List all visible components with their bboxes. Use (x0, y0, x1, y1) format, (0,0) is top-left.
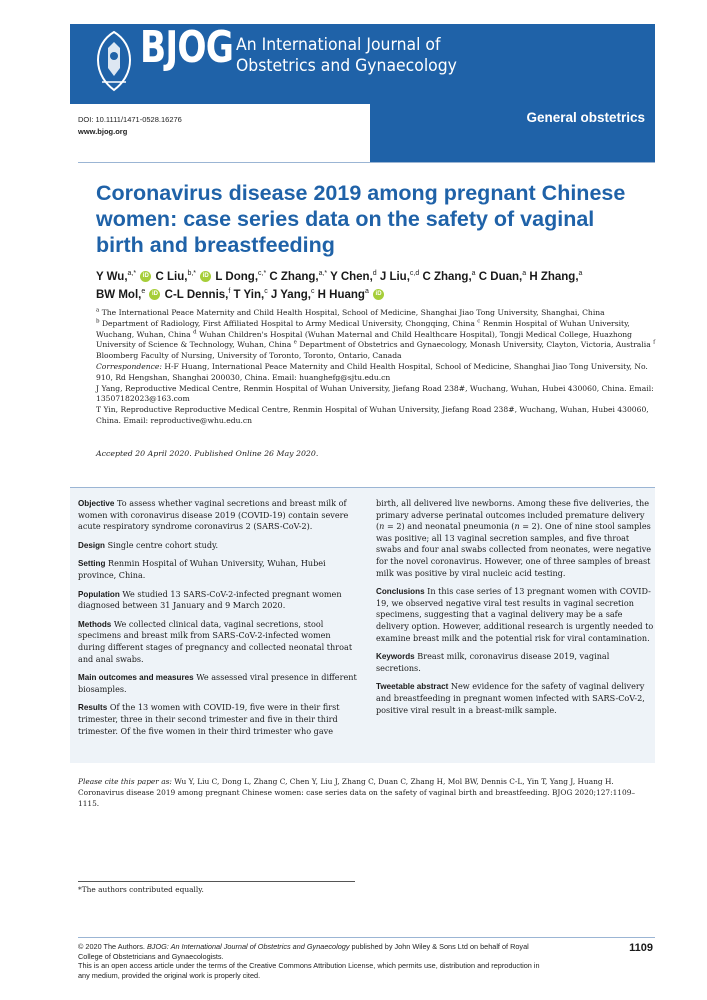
author-line-1 (96, 268, 656, 286)
abstract-outcomes: Main outcomes and measures We assessed viral presence in different biosamples. (78, 672, 357, 694)
abstract-conclusions: Conclusions In this case series of 13 pregnant women with COVID-19, we observed negative viral test results in vaginal secretion specimens, suggesting that a vaginal delivery may be a safe delivery option. However, additional research is urgently needed to examine breast milk and the potential risk for viral contamination. (376, 586, 654, 643)
author: C Zhang,$^{a,*}$ (269, 270, 328, 283)
website-link[interactable]: www.bjog.org (78, 127, 128, 136)
doi[interactable]: DOI: 10.1111/1471-0528.16276 (78, 115, 182, 124)
section-banner (370, 104, 655, 162)
abstract-right-column (376, 498, 654, 723)
footer-divider (78, 937, 655, 938)
author-list (96, 268, 656, 304)
author-line-2 (96, 286, 656, 304)
abstract-tweetable: Tweetable abstract New evidence for the safety of vaginal delivery and breastfeeding in pregnant women infected with SARS-CoV-2, positive viral result in a breast-milk sample. (376, 681, 645, 715)
author: Y Wu,$^{a,*}$ (96, 270, 137, 283)
license-text: This is an open access article under the terms of the Creative Commons Attribution License, which permits use, distribution and reproduction in any medium, provided the original work is properly cited. (78, 961, 540, 980)
citation: Please cite this paper as: Wu Y, Liu C, Dong L, Zhang C, Chen Y, Liu J, Zhang C, Duan C, Zhang H, Mol BW, Dennis C-L, Yin T, Yang J, Huang H. Coronavirus disease 2019 among pregnant Chinese women: case series data on the safety of vaginal birth and breastfeeding. BJOG 2020;127:1109–1115. (78, 777, 636, 808)
abstract-left-column (78, 498, 358, 744)
copyright: © 2020 The Authors. BJOG: An International Journal of Obstetrics and Gynaecology published by John Wiley & Sons Ltd on behalf of Royal College of Obstetricians and Gynaecologists. This is an open access article under the terms of the Creative Commons Attribution License, which permits use, distribution and reproduction in any medium, provided the original work is properly cited. (78, 942, 540, 980)
abstract-design: Design Single centre cohort study. (78, 539, 219, 550)
accepted-date: Accepted 20 April 2020. Published Online 26 May 2020. (96, 449, 319, 458)
correspondence: Correspondence: H-F Huang, International Peace Maternity and Child Health Hospital, School of Medicine, Shanghai Jiao Tong University, No. 910, Rd Hengshan, Shanghai 200030, China. Email: huanghefg@sjtu.edu.cn (96, 361, 648, 382)
abstract-population: Population We studied 13 SARS-CoV-2-infected pregnant women diagnosed between 31 January and 9 March 2020. (78, 588, 342, 611)
author: Y Chen,$^d$ (330, 270, 377, 283)
footnote-divider (78, 881, 355, 882)
abstract-setting: Setting Renmin Hospital of Wuhan University, Wuhan, Hubei province, China. (78, 558, 326, 580)
abstract-results-continued: birth, all delivered live newborns. Among these five deliveries, the primary adverse perinatal outcomes included premature delivery (n = 2) and neonatal pneumonia (n = 2). One of nine stool samples was positive; all 13 vaginal secretion samples, and five throat swabs and four anal swabs collected from neonates, were negative for the novel coronavirus. However, one of three samples of breast milk was positive by viral nucleic acid testing. (376, 498, 652, 578)
correspondence: J Yang, Reproductive Medical Centre, Renmin Hospital of Wuhan University, Jiefang Road 238#, Wuchang, Wuhan, Hubei 430060, China. Email: 13507182023@163.com (96, 383, 654, 404)
header-divider (78, 162, 655, 163)
abstract-box (70, 487, 655, 763)
abstract-methods: Methods We collected clinical data, vaginal secretions, stool specimens and breast milk from SARS-CoV-2-infected women during different stages of pregnancy and collected neonatal throat and anal swabs. (78, 618, 353, 664)
author: BW Mol,$^e$ (96, 288, 146, 301)
page-number: 1109 (629, 942, 653, 954)
author: H Zhang,$^a$ (529, 270, 583, 283)
orcid-icon[interactable]: iD (149, 289, 160, 300)
article-title: Coronavirus disease 2019 among pregnant Chinese women: case series data on the safety of vaginal birth and breastfeeding (96, 181, 626, 257)
abstract-objective: Objective To assess whether vaginal secretions and breast milk of women with coronavirus disease 2019 (COVID-19) contain severe acute respiratory syndrome coronavirus 2 (SARS-CoV-2). (78, 498, 349, 532)
author: L Dong,$^{c,*}$ (215, 270, 267, 283)
author: C Liu,$^{b,*}$ (155, 270, 197, 283)
author: J Liu,$^{c,d}$ (379, 270, 420, 283)
section-label: General obstetrics (526, 110, 645, 125)
affiliations: $^a$ The International Peace Maternity and Child Health Hospital, School of Medicine, Shanghai Jiao Tong University, Shanghai, China $^b$ Department of Radiology, First Affiliated Hospital to Army Medical University, Chongqing, China $^c$ Renmin Hospital of Wuhan University, Wuchang, Wuhan, China $^d$ Wuhan Children's Hospital (Wuhan Maternal and Child Healthcare Hospital), Tongji Medical College, Huazhong University of Science & Technology, Wuhan, China $^e$ Department of Obstetrics and Gynaecology, Monash University, Clayton, Victoria, Australia $^f$ Bloomberg Faculty of Nursing, University of Toronto, Toronto, Ontario, Canada Correspondence: H-F Huang, International Peace Maternity and Child Health Hospital, School of Medicine, Shanghai Jiao Tong University, No. 910, Rd Hengshan, Shanghai 200030, China. Email: huanghefg@sjtu.edu.cn J Yang, Reproductive Medical Centre, Renmin Hospital of Wuhan University, Jiefang Road 238#, Wuchang, Wuhan, Hubei 430060, China. Email: 13507182023@163.com T Yin, Reproductive Reproductive Medical Centre, Renmin Hospital of Wuhan University, Jiefang Road 238#, Wuchang, Wuhan, Hubei 430060, China. Email: reproductive@whu.edu.cn (96, 307, 656, 425)
correspondence: T Yin, Reproductive Reproductive Medical Centre, Renmin Hospital of Wuhan University, Jiefang Road 238#, Wuchang, Wuhan, Hubei 430060, China. Email: reproductive@whu.edu.cn (96, 405, 649, 425)
author: J Yang,$^c$ (270, 288, 315, 301)
journal-logo[interactable]: BJOG (140, 22, 234, 73)
author: T Yin,$^c$ (233, 288, 268, 301)
orcid-icon[interactable]: iD (140, 271, 151, 282)
orcid-icon[interactable]: iD (200, 271, 211, 282)
orcid-icon[interactable]: iD (373, 289, 384, 300)
abstract-keywords: Keywords Breast milk, coronavirus disease 2019, vaginal secretions. (376, 651, 610, 673)
author: C Zhang,$^a$ (422, 270, 476, 283)
author: C-L Dennis,$^f$ (164, 288, 231, 301)
author: C Duan,$^a$ (478, 270, 527, 283)
footnote: *The authors contributed equally. (78, 885, 204, 894)
journal-name: An International Journal of Obstetrics and Gynaecology (236, 35, 457, 76)
crest-icon (90, 28, 138, 94)
author: H Huang$^a$ (317, 288, 369, 301)
abstract-results: Results Of the 13 women with COVID-19, five were in their first trimester, three in their second trimester and five in their third trimester. Of the five women in their third trimester who gave (78, 702, 340, 736)
